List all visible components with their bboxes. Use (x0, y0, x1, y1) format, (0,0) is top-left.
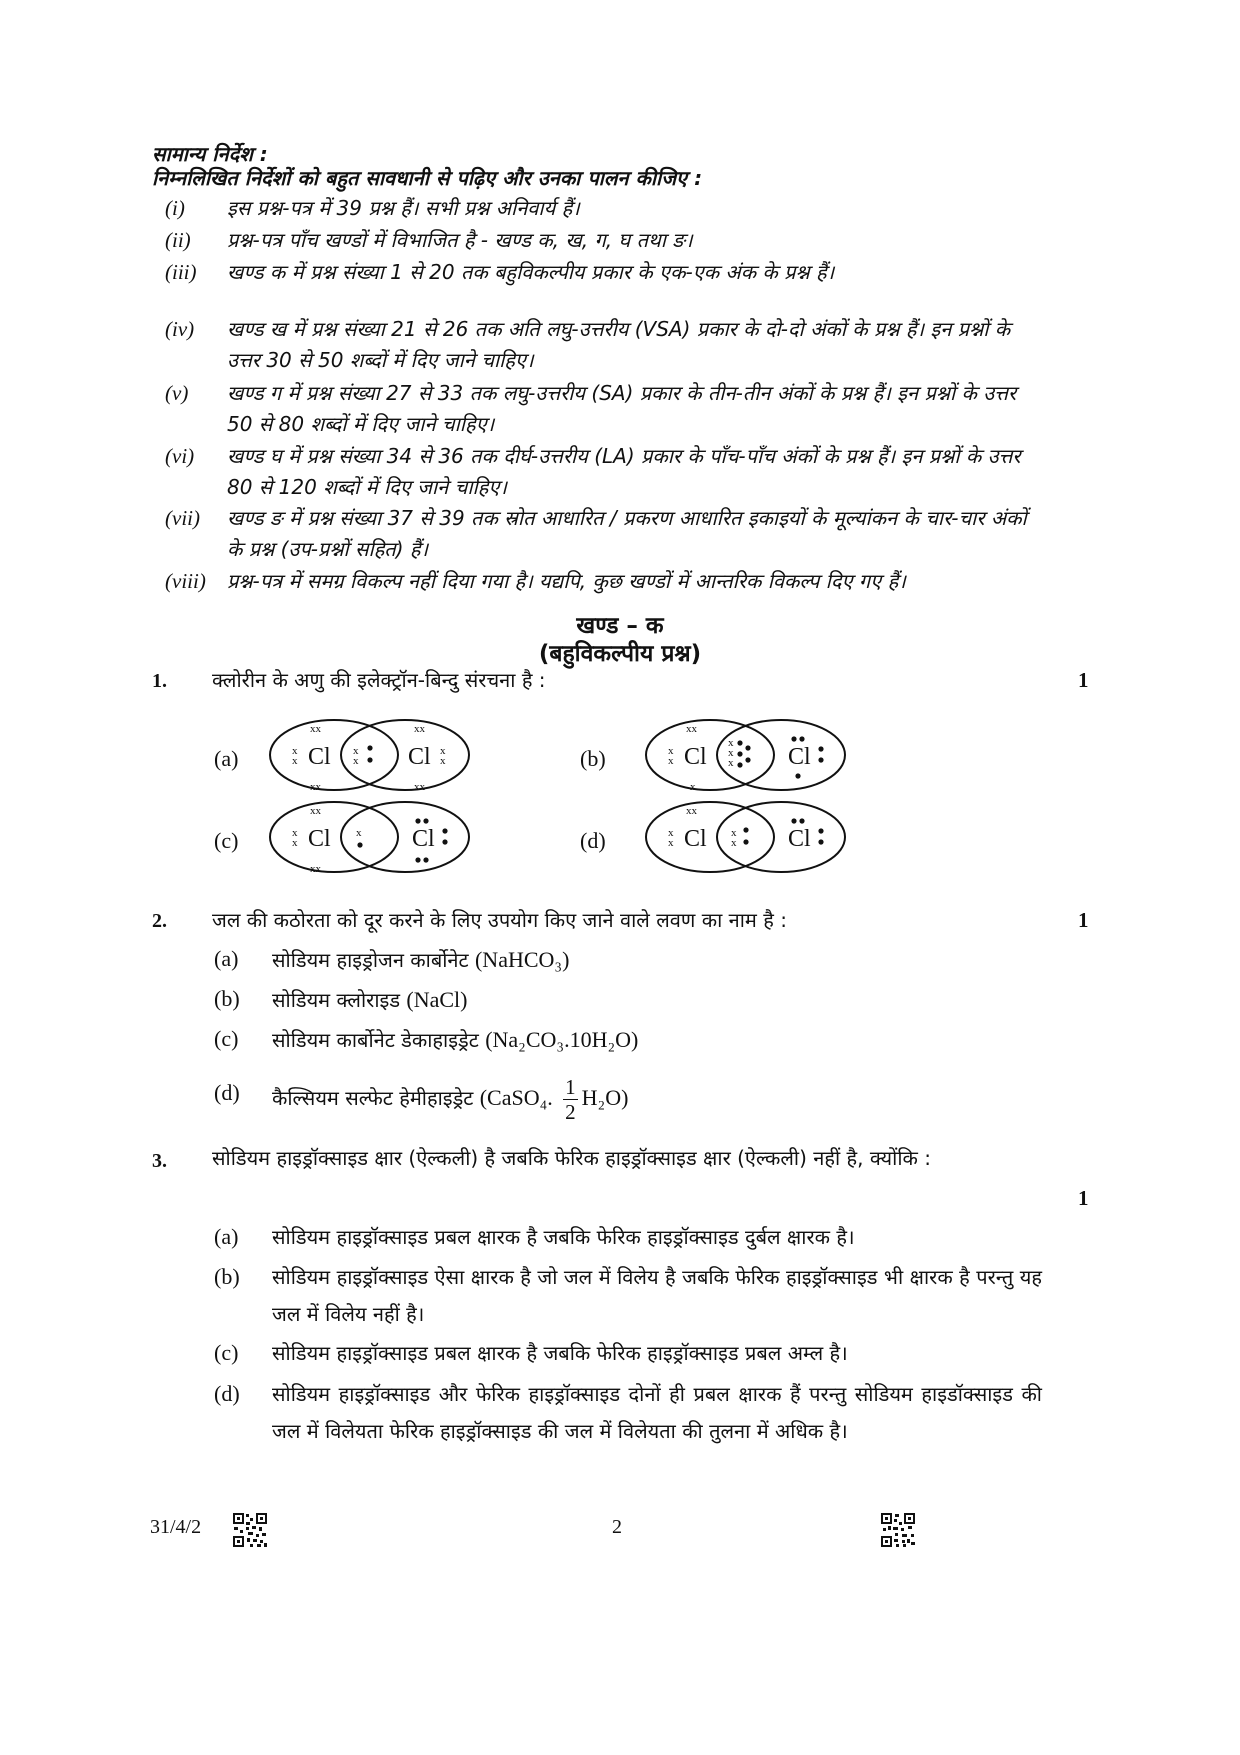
atom-symbol: Cl (408, 744, 431, 770)
atom-symbol: Cl (684, 744, 707, 770)
electron-dot (818, 746, 823, 751)
electron-cross: x (353, 755, 359, 767)
instruction-item (165, 441, 1065, 503)
option-label: (b) (214, 986, 240, 1011)
instruction-text: प्रश्न-पत्र पाँच खण्डों में विभाजित है - खण्ड क, ख, ग, घ तथा ङ। (227, 228, 693, 252)
option-text: सोडियम हाइड्रॉक्साइड और फेरिक हाइड्रॉक्साइड दोनों ही प्रबल क्षारक हैं परन्तु सोडियम हाइडॉक्साइड की जल में विलेयता फेरिक हाइड्रॉक्साइड की जल में विलेयता की तुलना में अधिक है। (272, 1382, 1042, 1443)
instruction-text: खण्ड ग में प्रश्न संख्या 27 से 33 तक लघु-उत्तरीय (SA) प्रकार के तीन-तीन अंकों के प्रश्न हैं। इन प्रश्नों के उत्तर 50 से 80 शब्दों में दिए जाने चाहिए। (227, 381, 1017, 436)
option-label: (d) (580, 828, 606, 853)
fraction (563, 1075, 578, 1124)
question-marks: 1 (1078, 668, 1089, 692)
instruction-item (165, 378, 1065, 440)
atom-circle (717, 720, 845, 790)
instruction-number: (viii) (165, 569, 206, 593)
electron-dot (818, 757, 823, 762)
option-label: (b) (580, 746, 606, 771)
electron-dot (442, 839, 447, 844)
electron-cross: x (690, 781, 696, 793)
atom-symbol: Cl (308, 826, 331, 852)
option-text (272, 981, 1042, 1019)
electron-cross: xx (310, 805, 321, 817)
electron-dot (737, 740, 742, 745)
chemical-formula: (CaSO₄. (479, 1085, 553, 1110)
option-label: (c) (214, 1340, 239, 1365)
option-desc: सोडियम क्लोराइड (272, 988, 401, 1012)
instruction-number: (iii) (165, 260, 197, 284)
electron-cross: x (292, 755, 298, 767)
instruction-item (165, 257, 1065, 289)
electron-dot-diagram-a (268, 716, 472, 794)
instruction-item (165, 566, 1065, 598)
electron-dot (367, 757, 372, 762)
electron-cross: xx (310, 723, 321, 735)
instruction-number: (iv) (165, 317, 195, 341)
electron-cross: x (668, 827, 674, 839)
option-label: (b) (214, 1264, 240, 1289)
electron-dot (367, 745, 372, 750)
question-text: जल की कठोरता को दूर करने के लिए उपयोग किए जाने वाले लवण का नाम है : (212, 908, 787, 932)
electron-dot-diagram-c (268, 798, 472, 876)
fraction-denominator: 2 (565, 1100, 576, 1124)
electron-cross: x (731, 837, 737, 849)
electron-dot (737, 762, 742, 767)
option-label: (a) (214, 1224, 239, 1249)
electron-cross: x (292, 837, 298, 849)
electron-cross: x (356, 827, 362, 839)
atom-circle (646, 802, 774, 872)
electron-dot (818, 839, 823, 844)
atom-symbol: Cl (788, 744, 811, 770)
instructions-subheading: निम्नलिखित निर्देशों को बहुत सावधानी से पढ़िए और उनका पालन कीजिए : (152, 166, 703, 190)
electron-dot (415, 857, 420, 862)
section-title: खण्ड – क (576, 613, 664, 639)
electron-dot (415, 818, 420, 823)
question-number: 3. (152, 1150, 167, 1172)
page-number: 2 (612, 1516, 622, 1538)
electron-cross: xx (414, 781, 425, 793)
atom-symbol: Cl (684, 826, 707, 852)
electron-dot (423, 818, 428, 823)
instruction-text: खण्ड ङ में प्रश्न संख्या 37 से 39 तक स्रोत आधारित / प्रकरण आधारित इकाइयों के मूल्यांकन के चार-चार अंकों के प्रश्न (उप-प्रश्नों सहित) हैं। (227, 506, 1027, 561)
chemical-formula: (NaHCO₃) (474, 947, 570, 972)
instruction-text: खण्ड क में प्रश्न संख्या 1 से 20 तक बहुविकल्पीय प्रकार के एक-एक अंक के प्रश्न हैं। (227, 260, 835, 284)
option-text (272, 1075, 1042, 1124)
chemical-formula: (NaCl) (406, 987, 468, 1012)
atom-symbol: Cl (412, 826, 435, 852)
paper-code: 31/4/2 (150, 1516, 202, 1538)
question-number: 1. (152, 670, 167, 692)
qr-code-icon (880, 1512, 916, 1548)
instructions-heading: सामान्य निर्देश : (152, 142, 268, 166)
instruction-number: (vi) (165, 444, 195, 468)
option-label: (a) (214, 746, 239, 771)
electron-dot (818, 828, 823, 833)
option-desc: सोडियम कार्बोनेट डेकाहाइड्रेट (272, 1028, 479, 1052)
instruction-number: (v) (165, 381, 189, 405)
instruction-item (165, 314, 1065, 376)
electron-dot (799, 736, 804, 741)
question-marks: 1 (1078, 1186, 1089, 1210)
option-text: सोडियम हाइड्रॉक्साइड प्रबल क्षारक है जबकि फेरिक हाइड्रॉक्साइड दुर्बल क्षारक है। (272, 1225, 855, 1249)
electron-cross: x (728, 757, 734, 769)
atom-circle (270, 720, 398, 790)
electron-cross: x (728, 747, 734, 759)
electron-cross: xx (686, 805, 697, 817)
electron-dot (791, 818, 796, 823)
instruction-text: इस प्रश्न-पत्र में 39 प्रश्न हैं। सभी प्रश्न अनिवार्य हैं। (227, 196, 580, 220)
section-subtitle: (बहुविकल्पीय प्रश्न) (538, 641, 702, 667)
atom-symbol: Cl (308, 744, 331, 770)
option-text (272, 1021, 1042, 1059)
atom-circle (341, 720, 469, 790)
atom-circle (646, 720, 774, 790)
instruction-number: (ii) (165, 228, 191, 252)
qr-code-icon (232, 1512, 268, 1548)
electron-dot (442, 828, 447, 833)
chemical-formula: (Na₂CO₃.10H₂O) (485, 1027, 639, 1052)
electron-dot (743, 827, 748, 832)
instruction-text: खण्ड ख में प्रश्न संख्या 21 से 26 तक अति लघु-उत्तरीय (VSA) प्रकार के दो-दो अंकों के प्रश्न हैं। इन प्रश्नों के उत्तर 30 से 50 शब्दों में दिए जाने चाहिए। (227, 317, 1011, 372)
atom-circle (270, 802, 398, 872)
option-label: (d) (214, 1080, 240, 1105)
electron-dot (791, 736, 796, 741)
option-desc: सोडियम हाइड्रोजन कार्बोनेट (272, 948, 469, 972)
electron-cross: x (668, 755, 674, 767)
fraction-numerator: 1 (565, 1075, 576, 1099)
electron-cross: x (353, 745, 359, 757)
electron-dot-diagram-b (644, 716, 848, 794)
option-label: (a) (214, 946, 239, 971)
atom-symbol: Cl (788, 826, 811, 852)
option-text: सोडियम हाइड्रॉक्साइड ऐसा क्षारक है जो जल में विलेय है जबकि फेरिक हाइड्रॉक्साइड भी क्षारक है परन्तु यह जल में विलेय नहीं है। (272, 1265, 1042, 1326)
electron-dot (745, 757, 750, 762)
instruction-item (165, 225, 1065, 257)
electron-dot (737, 751, 742, 756)
electron-cross: x (731, 827, 737, 839)
option-label: (c) (214, 1026, 239, 1051)
instruction-number: (i) (165, 196, 185, 220)
electron-cross: x (292, 827, 298, 839)
electron-dot (743, 839, 748, 844)
question-text: क्लोरीन के अणु की इलेक्ट्रॉन-बिन्दु संरचना है : (212, 668, 546, 692)
option-text (272, 941, 1042, 979)
electron-dot (799, 818, 804, 823)
electron-cross: x (292, 745, 298, 757)
electron-cross: xx (310, 863, 321, 875)
instruction-number: (vii) (165, 506, 200, 530)
electron-cross: xx (310, 781, 321, 793)
electron-cross: x (440, 745, 446, 757)
option-desc: कैल्सियम सल्फेट हेमीहाइड्रेट (272, 1086, 474, 1110)
instruction-item (165, 503, 1065, 565)
question-number: 2. (152, 910, 167, 932)
instruction-item (165, 193, 1065, 225)
electron-cross: x (668, 837, 674, 849)
electron-dot (357, 842, 362, 847)
instruction-text: प्रश्न-पत्र में समग्र विकल्प नहीं दिया गया है। यद्यपि, कुछ खण्डों में आन्तरिक विकल्प दिए गए हैं। (227, 569, 906, 593)
option-text: सोडियम हाइड्रॉक्साइड प्रबल क्षारक है जबकि फेरिक हाइड्रॉक्साइड प्रबल अम्ल है। (272, 1341, 848, 1365)
electron-dot (423, 857, 428, 862)
electron-cross: xx (414, 723, 425, 735)
question-text: सोडियम हाइड्रॉक्साइड क्षार (ऐल्कली) है जबकि फेरिक हाइड्रॉक्साइड क्षार (ऐल्कली) नहीं है, क्योंकि : (212, 1146, 931, 1170)
electron-dot (795, 773, 800, 778)
chemical-formula: H₂O) (581, 1085, 629, 1110)
question-marks: 1 (1078, 908, 1089, 932)
option-label: (c) (214, 828, 239, 853)
electron-cross: x (668, 745, 674, 757)
instruction-text: खण्ड घ में प्रश्न संख्या 34 से 36 तक दीर्घ-उत्तरीय (LA) प्रकार के पाँच-पाँच अंकों के प्रश्न हैं। इन प्रश्नों के उत्तर 80 से 120 शब्दों में दिए जाने चाहिए। (227, 444, 1021, 499)
electron-dot-diagram-d (644, 798, 848, 876)
electron-cross: xx (686, 723, 697, 735)
option-label: (d) (214, 1381, 240, 1406)
electron-cross: x (728, 737, 734, 749)
electron-dot (745, 745, 750, 750)
electron-cross: x (440, 755, 446, 767)
